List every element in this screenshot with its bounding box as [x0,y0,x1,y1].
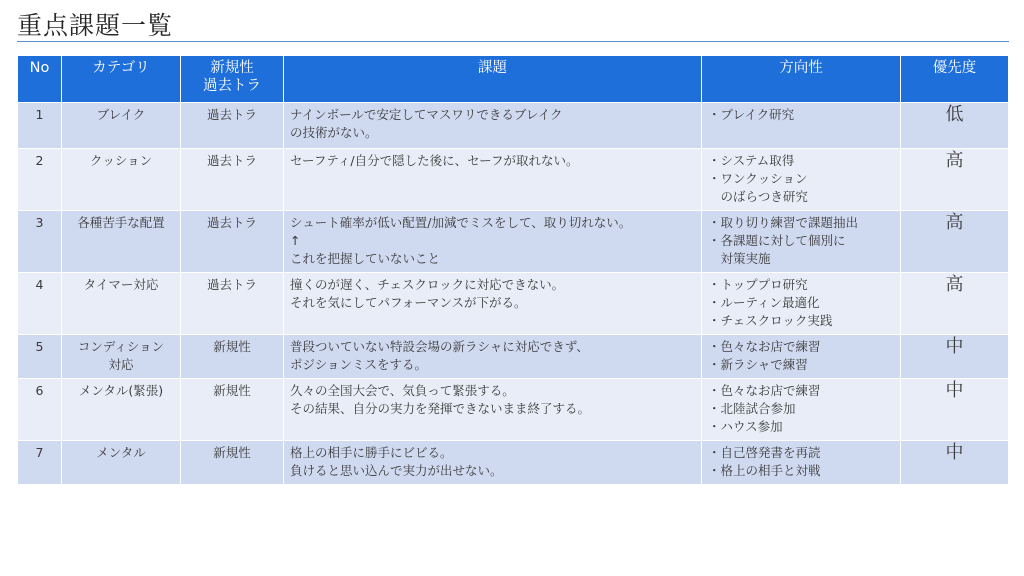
direction-line: のばらつき研究 [708,189,808,204]
cell-no: 6 [18,379,62,441]
direction-line: ・取り切り練習で課題抽出 [708,215,859,230]
cell-priority: 高 [901,211,1009,273]
direction-line: ・新ラシャで練習 [708,357,808,372]
header-category: カテゴリ [62,56,181,103]
cell-category [62,379,181,441]
header-kind-line-2: 過去トラ [203,78,261,94]
cell-no: 5 [18,335,62,379]
category-line: メンタル [96,445,146,460]
header-direction: 方向性 [702,56,901,103]
issue-line: 格上の相手に勝手にビビる。 [290,445,453,460]
issue-line: それを気にしてパフォーマンスが下がる。 [290,295,527,310]
cell-direction [702,149,901,211]
issue-line: その結果、自分の実力を発揮できないまま終了する。 [290,401,591,416]
category-line: 対応 [108,357,134,372]
cell-category [62,211,181,273]
cell-category [62,149,181,211]
table-row [18,379,1009,441]
direction-line: ・チェスクロック実践 [708,313,833,328]
direction-line: ・トッププロ研究 [708,277,808,292]
page-title: 重点課題一覧 [17,11,174,40]
cell-priority: 中 [901,335,1009,379]
direction-line: ・色々なお店で練習 [708,383,821,398]
cell-issue [284,211,702,273]
issue-line: 負けると思い込んで実力が出せない。 [290,463,503,478]
cell-category [62,103,181,149]
cell-priority: 低 [901,103,1009,149]
header-issue: 課題 [284,56,702,103]
table-row [18,273,1009,335]
direction-line: ・自己啓発書を再読 [708,445,821,460]
direction-line: ・ワンクッション [708,171,808,186]
cell-kind: 新規性 [181,441,284,485]
cell-issue [284,441,702,485]
category-line: メンタル(緊張) [78,383,164,398]
table-row [18,211,1009,273]
category-line: コンディション [77,339,165,354]
issue-line: これを把握していないこと [290,251,441,266]
issue-line: セーフティ/自分で隠した後に、セーフが取れない。 [290,153,579,168]
header-kind [181,56,284,103]
cell-no: 3 [18,211,62,273]
cell-no: 2 [18,149,62,211]
issue-line: 普段ついていない特設会場の新ラシャに対応できず、 [290,339,589,354]
cell-priority: 高 [901,273,1009,335]
cell-kind: 新規性 [181,335,284,379]
header-kind-line-1: 新規性 [210,60,254,76]
cell-direction [702,379,901,441]
direction-line: 対策実施 [708,251,771,266]
cell-issue [284,335,702,379]
cell-category [62,335,181,379]
direction-line: ・格上の相手と対戦 [708,463,821,478]
direction-line: ・色々なお店で練習 [708,339,821,354]
issue-line: ↑ [290,233,301,248]
issue-line: ナインボールで安定してマスワリできるブレイク [290,107,563,122]
issue-line: 撞くのが遅く、チェスクロックに対応できない。 [290,277,565,292]
cell-priority: 中 [901,441,1009,485]
table-header-row [18,56,1009,103]
cell-issue [284,103,702,149]
issue-line: の技術がない。 [290,125,378,140]
cell-kind: 過去トラ [181,211,284,273]
cell-issue [284,379,702,441]
cell-no: 7 [18,441,62,485]
cell-kind: 過去トラ [181,149,284,211]
cell-no: 1 [18,103,62,149]
category-line: クッション [89,153,153,168]
table-row [18,441,1009,485]
category-line: タイマー対応 [83,277,159,292]
issue-line: 久々の全国大会で、気負って緊張する。 [290,383,515,398]
cell-kind: 過去トラ [181,103,284,149]
cell-direction [702,211,901,273]
cell-direction [702,273,901,335]
cell-issue [284,149,702,211]
issues-table [17,55,1009,485]
table-row [18,103,1009,149]
issue-line: ポジションミスをする。 [290,357,427,372]
cell-priority: 中 [901,379,1009,441]
category-line: 各種苦手な配置 [77,215,165,230]
direction-line: ・ハウス参加 [708,419,783,434]
title-divider [17,41,1009,42]
direction-line: ・各課題に対して個別に [708,233,846,248]
cell-issue [284,273,702,335]
table-row [18,149,1009,211]
direction-line: ・北陸試合参加 [708,401,796,416]
cell-category [62,273,181,335]
cell-no: 4 [18,273,62,335]
category-line: ブレイク [96,107,146,122]
header-priority: 優先度 [901,56,1009,103]
direction-line: ・ブレイク研究 [708,107,795,122]
direction-line: ・ルーティン最適化 [708,295,820,310]
cell-direction [702,335,901,379]
issue-line: シュート確率が低い配置/加減でミスをして、取り切れない。 [290,215,632,230]
cell-kind: 新規性 [181,379,284,441]
cell-priority: 高 [901,149,1009,211]
cell-direction [702,441,901,485]
cell-direction [702,103,901,149]
header-no: No [18,56,62,103]
cell-category [62,441,181,485]
direction-line: ・システム取得 [708,153,795,168]
table-row [18,335,1009,379]
cell-kind: 過去トラ [181,273,284,335]
